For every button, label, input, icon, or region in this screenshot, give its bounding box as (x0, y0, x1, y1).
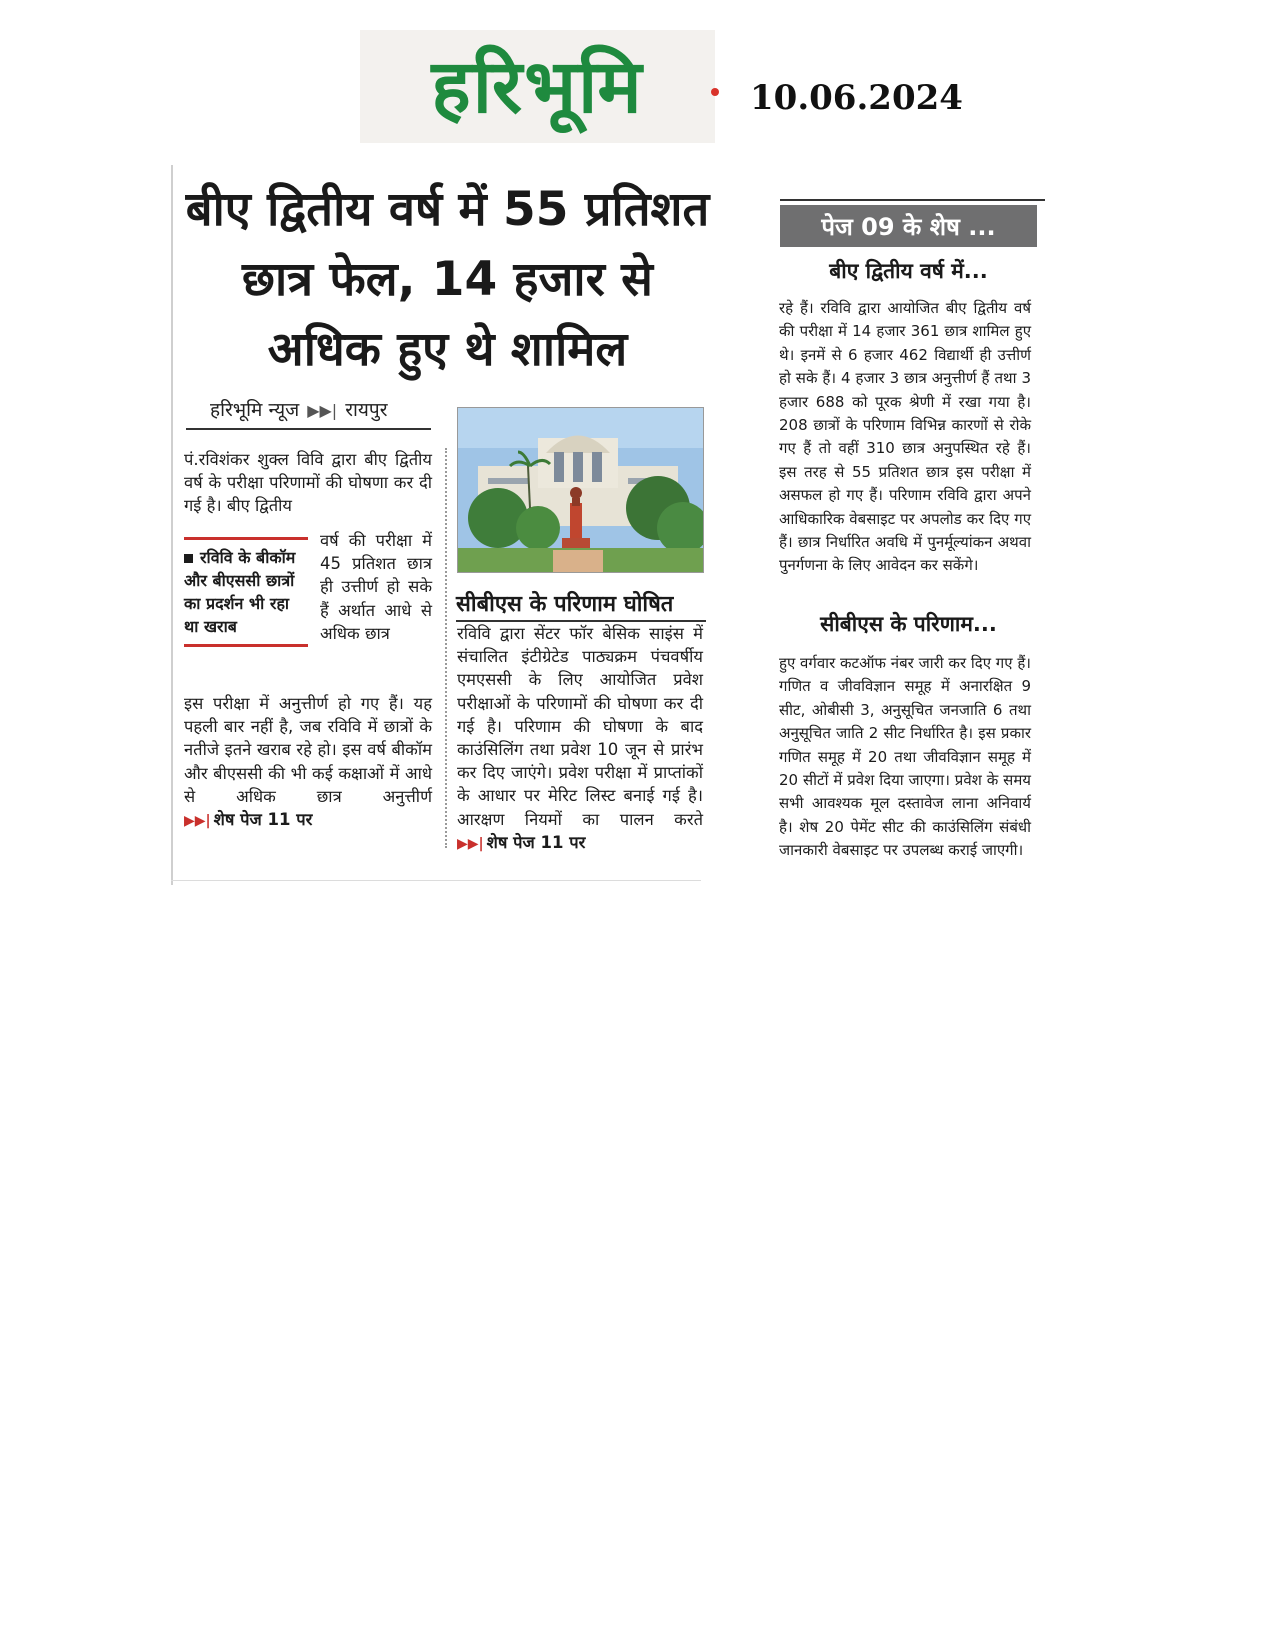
continued-page-link: ▶▶| शेष पेज 11 पर (184, 810, 313, 830)
article-paragraph-bottom (184, 692, 432, 833)
sub-headline: सीबीएस के परिणाम घोषित (456, 588, 706, 622)
column-divider (445, 448, 447, 848)
pull-quote-text: रविवि के बीकॉम और बीएससी छात्रों का प्रदर्शन भी रहा था खराब (184, 548, 296, 636)
square-bullet-icon (184, 554, 193, 563)
article-paragraph-bottom-text: इस परीक्षा में अनुत्तीर्ण हो गए हैं। यह पहली बार नहीं है, जब रविवि में छात्रों के नतीजे इतने खराब रहे हो। इस वर्ष बीकॉम और बीएससी की भी कई कक्षाओं में आधे से अधिक छात्र अनुत्तीर्ण (184, 694, 432, 806)
masthead-logo-block (360, 30, 715, 143)
continuation-heading-1: बीए द्वितीय वर्ष में... (829, 259, 988, 283)
logo-dot-icon (711, 88, 719, 96)
continued-page-link-2: ▶▶| शेष पेज 11 पर (457, 832, 586, 852)
fast-forward-icon: ▶▶| (184, 813, 211, 830)
continuation-banner: पेज 09 के शेष ... (780, 205, 1037, 247)
byline (210, 396, 387, 422)
continuation-top-rule (780, 199, 1045, 201)
article-paragraph-top: पं.रविशंकर शुक्ल विवि द्वारा बीए द्वितीय वर्ष के परीक्षा परिणामों की घोषणा कर दी गई है। बीए द्वितीय (184, 450, 432, 516)
newspaper-logo: हरिभूमि (431, 43, 644, 130)
publication-date: 10.06.2024 (750, 78, 963, 118)
byline-source: हरिभूमि न्यूज (210, 399, 300, 421)
article-headline: बीए द्वितीय वर्ष में 55 प्रतिशत छात्र फेल, 14 हजार से अधिक हुए थे शामिल (185, 182, 710, 377)
fast-forward-icon: ▶▶| (457, 835, 484, 852)
university-building-photo (457, 407, 704, 573)
continuation-heading-2: सीबीएस के परिणाम... (820, 612, 997, 636)
continuation-text-1: रहे हैं। रविवि द्वारा आयोजित बीए द्वितीय वर्ष की परीक्षा में 14 हजार 361 छात्र शामिल हुए थे। इनमें से 6 हजार 462 विद्यार्थी ही उत्तीर्ण हो सके हैं। 4 हजार 3 छात्र अनुत्तीर्ण हैं तथा 3 हजार 688 को पूरक श्रेणी में रखा गया है। 208 छात्रों के परिणाम विभिन्न कारणों से रोके गए हैं तो वहीं 310 छात्र अनुपस्थित रहे हैं। इस तरह से 55 प्रतिशत छात्र इस परीक्षा में असफल हो गए हैं। परिणाम रविवि द्वारा अपने आधिकारिक वेबसाइट पर अपलोड कर दिए गए हैं। छात्र निर्धारित अवधि में पुनर्मूल्यांकन अथवा पुनर्गणना के लिए आवेदन कर सकेंगे। (779, 299, 1031, 575)
clipping-left-edge (171, 165, 173, 885)
second-story-text: रविवि द्वारा सेंटर फॉर बेसिक साइंस में संचालित इंटीग्रेटेड पाठ्यक्रम पंचवर्षीय एमएससी के लिए आयोजित प्रवेश परीक्षाओं के परिणामों की घोषणा कर दी गई है। परिणाम की घोषणा के बाद काउंसिलिंग तथा प्रवेश 10 जून से प्रारंभ कर दिए जाएंगे। प्रवेश परीक्षा में प्राप्तांकों के आधार पर मेरिट लिस्ट बनाई गई है। आरक्षण नियमों का पालन करते (457, 624, 703, 829)
article-second-story (457, 622, 703, 856)
clipping-bottom-edge (171, 880, 701, 881)
article-paragraph-right: वर्ष की परीक्षा में 45 प्रतिशत छात्र ही उत्तीर्ण हो सके हैं अर्थात आधे से अधिक छात्र (320, 531, 432, 643)
byline-arrows-icon: ▶▶| (307, 401, 338, 420)
byline-rule (186, 428, 431, 430)
continuation-text-2: हुए वर्गवार कटऑफ नंबर जारी कर दिए गए हैं।गणित व जीवविज्ञान समूह में अनारक्षित 9 सीट, ओबीसी 3, अनुसूचित जनजाति 6 तथा अनुसूचित जाति 2 सीट निर्धारित है। इस प्रकार गणित समूह में 20 तथा जीवविज्ञान समूह में 20 सीटों में प्रवेश दिया जाएगा। प्रवेश के समय सभी आवश्यक मूल दस्तावेज लाना अनिवार्य है। शेष 20 पेमेंट सीट की काउंसिलिंग संबंधी जानकारी वेबसाइट पर उपलब्ध कराई जाएगी। (779, 654, 1031, 860)
pull-quote (184, 537, 308, 647)
byline-city: रायपुर (345, 399, 388, 421)
